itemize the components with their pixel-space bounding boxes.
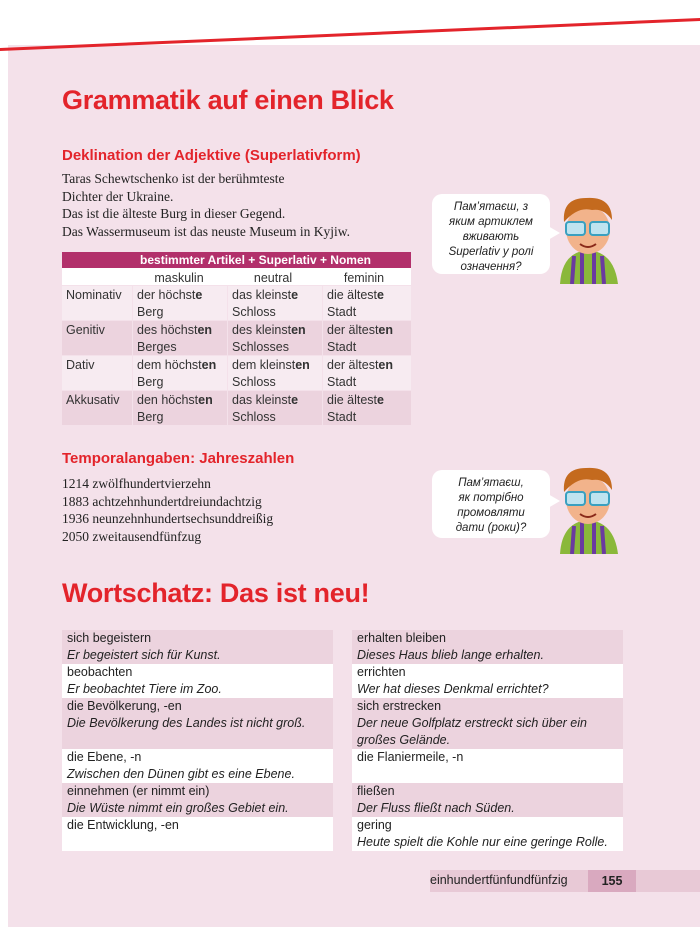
boy-illustration — [552, 462, 624, 554]
adjective-ending: en — [378, 323, 394, 337]
table-cell — [133, 321, 227, 355]
table-cell — [133, 391, 227, 425]
vocab-example: Wer hat dieses Denkmal errichtet? — [352, 681, 623, 698]
table-row — [62, 321, 411, 355]
vocab-example: Dieses Haus blieb lange erhalten. — [352, 647, 623, 664]
vocab-column-left — [62, 630, 333, 851]
adjective — [137, 357, 223, 374]
vocab-example: Zwischen den Dünen gibt es eine Ebene. — [62, 766, 333, 783]
case-label: Dativ — [62, 356, 132, 390]
adjective — [232, 357, 318, 374]
noun: Schloss — [232, 304, 276, 319]
noun: Stadt — [327, 374, 357, 389]
adjective-ending: en — [378, 358, 394, 372]
vocab-spacer — [62, 834, 333, 851]
top-rule — [0, 0, 700, 60]
section-heading-declension: Deklination der Adjektive (Superlativform) — [62, 147, 361, 164]
table-cell — [228, 356, 322, 390]
bubble-line: як потрібно — [458, 492, 524, 504]
bubble-line: промовляти — [457, 507, 525, 519]
table-body — [62, 286, 411, 425]
vocab-word: gering — [352, 817, 623, 834]
vocab-example: Heute spielt die Kohle nur eine geringe Rolle. — [352, 834, 623, 851]
table-column-headers — [62, 268, 411, 285]
noun: Stadt — [327, 339, 357, 354]
table-cell — [228, 286, 322, 320]
vocab-word: die Entwicklung, -en — [62, 817, 333, 834]
vocab-word: die Ebene, -n — [62, 749, 333, 766]
year-line: 1214 zwölfhundertvierzehn — [62, 476, 211, 491]
adjective-stem: der ältest — [327, 358, 379, 372]
noun: Stadt — [327, 409, 357, 424]
case-label: Genitiv — [62, 321, 132, 355]
noun: Stadt — [327, 304, 357, 319]
speech-bubble-articles — [432, 194, 550, 274]
table-cell — [323, 286, 411, 320]
vocab-title: Wortschatz: Das ist neu! — [62, 578, 370, 608]
table-cell — [323, 321, 411, 355]
year-line: 1936 neunzehnhundertsechsunddreißig — [62, 511, 274, 526]
table-row — [62, 286, 411, 320]
adjective-stem: dem kleinst — [232, 358, 296, 372]
table-cell — [228, 391, 322, 425]
adjective-stem: des kleinst — [232, 323, 292, 337]
adjective-stem: die ältest — [327, 288, 378, 302]
boy-illustration — [552, 192, 624, 284]
sentence-line: Das ist die älteste Burg in dieser Gegend. — [62, 206, 286, 221]
column-header: feminin — [343, 271, 385, 285]
adjective-ending: e — [377, 288, 384, 302]
vocab-word: erhalten bleiben — [352, 630, 623, 647]
adjective — [327, 287, 407, 304]
vocab-example: Die Bevölkerung des Landes ist nicht groß. — [62, 715, 333, 749]
superlative-table — [62, 252, 411, 425]
vocab-word: beobachten — [62, 664, 333, 681]
adjective-stem: das kleinst — [232, 288, 292, 302]
table-header: bestimmter Artikel + Superlativ + Nomen — [62, 252, 411, 268]
page-number-word: einhundertfünfundfünfzig — [430, 873, 568, 887]
sentence-line: Dichter der Ukraine. — [62, 188, 174, 204]
adjective-ending: en — [198, 393, 213, 407]
case-label: Akkusativ — [62, 391, 132, 425]
table-cell — [323, 356, 411, 390]
column-header: neutral — [253, 271, 293, 285]
vocab-column-right — [352, 630, 623, 851]
vocab-word: errichten — [352, 664, 623, 681]
adjective-ending: en — [201, 358, 217, 372]
adjective — [327, 322, 407, 339]
vocab-example-cont: großes Gelände. — [352, 732, 623, 749]
vocab-example: Die Wüste nimmt ein großes Gebiet ein. — [62, 800, 333, 817]
column-header — [62, 268, 132, 285]
adjective-ending: e — [377, 393, 384, 407]
adjective-ending: en — [295, 358, 310, 372]
example-sentences — [62, 170, 350, 240]
vocab-example: Er beobachtet Tiere im Zoo. — [62, 681, 333, 698]
noun: Berges — [137, 339, 177, 354]
adjective-stem: der höchst — [137, 288, 196, 302]
adjective-ending: e — [291, 288, 299, 302]
adjective-stem: das kleinst — [232, 393, 292, 407]
table-cell — [133, 286, 227, 320]
noun: Schloss — [232, 374, 276, 389]
table-cell — [228, 321, 322, 355]
column-header: maskulin — [154, 271, 204, 285]
bubble-line: вживають — [462, 231, 520, 243]
case-label: Nominativ — [62, 286, 132, 320]
year-line: 1883 achtzehnhundertdreiundachtzig — [62, 493, 262, 509]
noun: Schlosses — [232, 339, 289, 354]
vocab-word: fließen — [352, 783, 623, 800]
bubble-line: Пам’ятаєш, — [458, 477, 524, 489]
adjective-stem: den höchst — [137, 393, 199, 407]
adjective-stem: dem höchst — [137, 358, 202, 372]
adjective — [327, 392, 407, 409]
page-number: 155 — [588, 870, 636, 892]
vocab-word: sich erstrecken — [352, 698, 623, 715]
adjective-ending: en — [291, 323, 306, 337]
section-heading-years: Temporalangaben: Jahreszahlen — [62, 450, 295, 467]
vocab-example: Der neue Golfplatz erstreckt sich über ein — [352, 715, 623, 732]
sentence-line: Das Wassermuseum ist das neuste Museum in Kyjiw. — [62, 223, 351, 239]
adjective-stem: die ältest — [327, 393, 378, 407]
adjective — [137, 287, 223, 304]
bubble-line: означення? — [460, 261, 522, 273]
noun: Berg — [137, 374, 164, 389]
adjective-stem: der ältest — [327, 323, 379, 337]
table-cell — [323, 391, 411, 425]
adjective-ending: en — [197, 323, 213, 337]
vocab-spacer — [352, 766, 623, 783]
bubble-line: яким артиклем — [449, 216, 533, 228]
adjective — [232, 392, 318, 409]
year-line: 2050 zweitausendfünfzug — [62, 528, 202, 544]
adjective-ending: e — [195, 288, 203, 302]
year-lines — [62, 475, 273, 545]
bubble-line: дати (роки)? — [455, 522, 527, 534]
noun: Berg — [137, 304, 164, 319]
adjective — [232, 287, 318, 304]
table-cell — [133, 356, 227, 390]
vocab-word: die Flaniermeile, -n — [352, 749, 623, 766]
bubble-line: Superlativ у ролі — [448, 246, 534, 258]
vocab-example: Der Fluss fließt nach Süden. — [352, 800, 623, 817]
adjective — [327, 357, 407, 374]
adjective-stem: des höchst — [137, 323, 198, 337]
sentence-line: Taras Schewtschenko ist der berühmteste — [62, 171, 285, 186]
noun: Berg — [137, 409, 164, 424]
table-row — [62, 356, 411, 390]
speech-bubble-dates — [432, 470, 550, 538]
vocab-word: sich begeistern — [62, 630, 333, 647]
bubble-line: Пам’ятаєш, з — [453, 201, 529, 213]
vocab-example: Er begeistert sich für Kunst. — [62, 647, 333, 664]
page-title: Grammatik auf einen Blick — [62, 85, 394, 115]
table-row — [62, 391, 411, 425]
adjective — [232, 322, 318, 339]
vocab-word: die Bevölkerung, -en — [62, 698, 333, 715]
adjective — [137, 322, 223, 339]
noun: Schloss — [232, 409, 276, 424]
vocab-word: einnehmen (er nimmt ein) — [62, 783, 333, 800]
adjective — [137, 392, 223, 409]
adjective-ending: e — [291, 393, 299, 407]
